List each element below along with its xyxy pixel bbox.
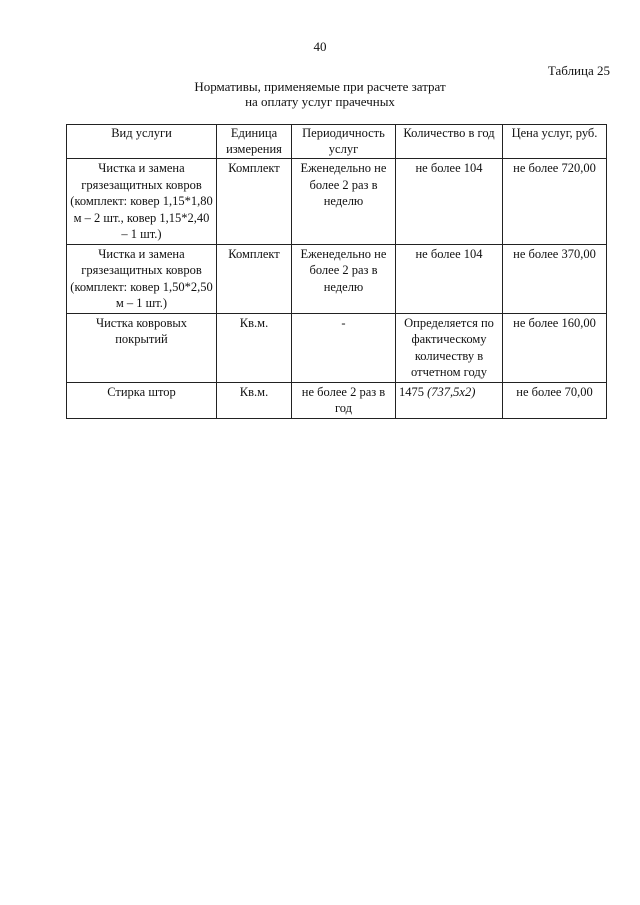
cell-price: не более 70,00 xyxy=(503,382,607,418)
quantity-value: 1475 xyxy=(399,384,424,399)
cell-quantity: не более 104 xyxy=(396,244,503,313)
table-title-line-1: Нормативы, применяемые при расчете затрат xyxy=(194,79,446,94)
cell-frequency: - xyxy=(292,313,396,382)
cell-frequency: не более 2 раз в год xyxy=(292,382,396,418)
header-frequency: Периодичность услуг xyxy=(292,125,396,159)
table-row xyxy=(67,244,607,313)
cell-price: не более 720,00 xyxy=(503,159,607,245)
table-row xyxy=(67,382,607,418)
cell-price: не более 370,00 xyxy=(503,244,607,313)
norms-table xyxy=(66,124,607,419)
cell-quantity: Определяется по фактическому количеству в отчетном году xyxy=(396,313,503,382)
cell-service: Стирка штор xyxy=(67,382,217,418)
cell-unit: Комплект xyxy=(217,244,292,313)
cell-unit: Комплект xyxy=(217,159,292,245)
header-quantity: Количество в год xyxy=(396,125,503,159)
table-header-row xyxy=(67,125,607,159)
cell-service: Чистка и замена грязезащитных ковров (комплект: ковер 1,15*1,80 м – 2 шт., ковер 1,15*2,40 – 1 шт.) xyxy=(67,159,217,245)
header-unit: Единица измерения xyxy=(217,125,292,159)
cell-quantity: не более 104 xyxy=(396,159,503,245)
page-number: 40 xyxy=(313,39,327,54)
header-service: Вид услуги xyxy=(67,125,217,159)
header-price: Цена услуг, руб. xyxy=(503,125,607,159)
table-row xyxy=(67,159,607,245)
table-title xyxy=(0,79,640,109)
cell-frequency: Еженедельно не более 2 раз в неделю xyxy=(292,244,396,313)
quantity-note: (737,5x2) xyxy=(427,384,476,399)
cell-service: Чистка и замена грязезащитных ковров (комплект: ковер 1,50*2,50 м – 1 шт.) xyxy=(67,244,217,313)
cell-frequency: Еженедельно не более 2 раз в неделю xyxy=(292,159,396,245)
cell-unit: Кв.м. xyxy=(217,313,292,382)
cell-quantity xyxy=(396,382,503,418)
table-label: Таблица 25 xyxy=(547,63,610,78)
table-row xyxy=(67,313,607,382)
cell-price: не более 160,00 xyxy=(503,313,607,382)
cell-unit: Кв.м. xyxy=(217,382,292,418)
table-title-line-2: на оплату услуг прачечных xyxy=(245,94,395,109)
cell-service: Чистка ковровых покрытий xyxy=(67,313,217,382)
